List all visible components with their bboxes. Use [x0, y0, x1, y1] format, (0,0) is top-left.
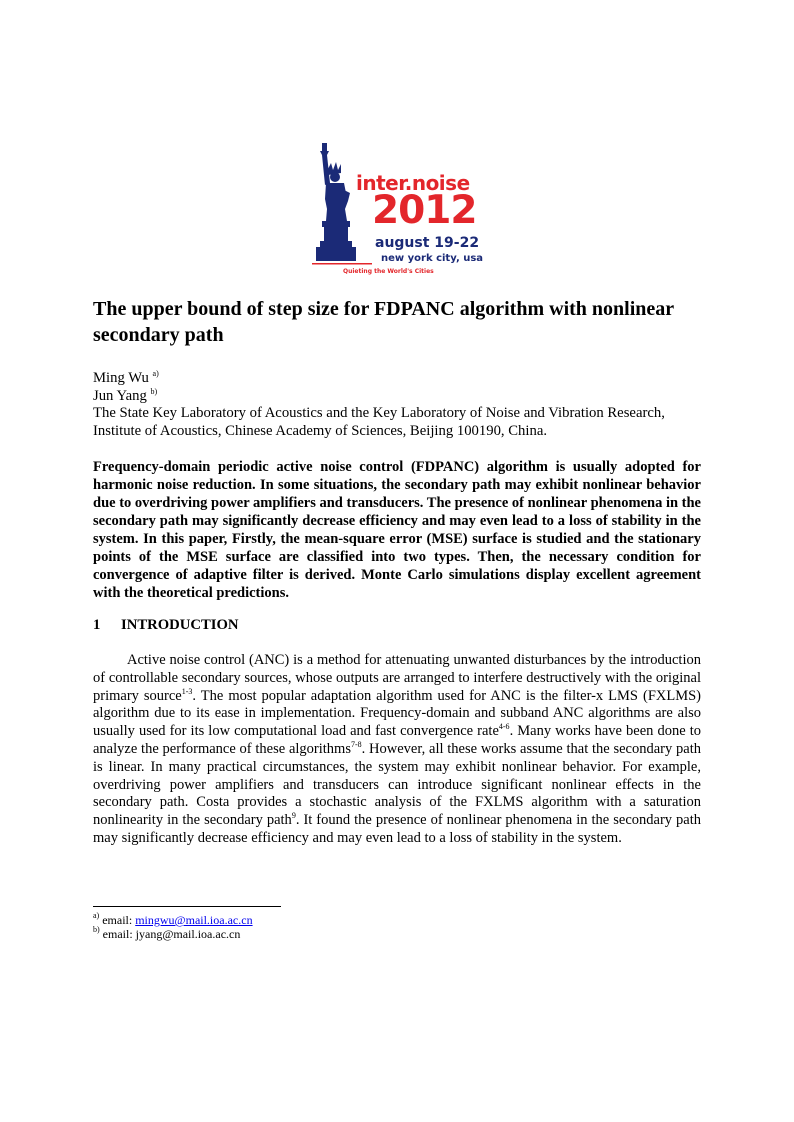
intro-text: . Many works have been done to analyze the performance of these algorithms: [93, 723, 701, 757]
footnote-divider: [93, 906, 281, 907]
citation: 1-3: [181, 686, 193, 696]
logo-location: new york city, usa: [381, 253, 484, 264]
section-heading: [93, 617, 493, 634]
footnote: [93, 927, 493, 941]
intro-text: . However, all these works assume that the secondary path is linear. In many practical circumstances, the system may exhibit nonlinear behavior. For example, overdriving power amplifiers and transducers can introduce significant nonlinear effects in the secondary path. Costa provides a stochastic analysis of the FXLMS algorithm with a saturation nonlinearity in the secondary path: [93, 740, 701, 829]
affiliation: The State Key Laboratory of Acoustics and the Key Laboratory of Noise and Vibration Research, Institute of Acoustics, Chinese Academy of Sciences, Beijing 100190, China.: [93, 405, 665, 439]
footnote-label: email:: [102, 927, 136, 941]
logo-tagline: Quieting the World's Cities: [343, 268, 434, 275]
paper-title: The upper bound of step size for FDPANC algorithm with nonlinear secondary path: [93, 298, 674, 346]
section-title: INTRODUCTION: [121, 617, 239, 633]
author-block: [93, 370, 713, 440]
logo-year: 2012: [372, 188, 477, 233]
footnote: [93, 913, 493, 927]
citation: 9: [291, 811, 296, 821]
author-footnote-mark: b): [150, 386, 158, 396]
author-line: [93, 370, 713, 388]
citation: 7-8: [350, 739, 362, 749]
author-line: [93, 388, 713, 406]
footnotes: [93, 913, 493, 941]
author-footnote-mark: a): [152, 369, 159, 378]
email-link[interactable]: mingwu@mail.ioa.ac.cn: [135, 913, 253, 927]
author-name: Ming Wu: [93, 370, 149, 386]
intro-text: . It found the presence of nonlinear phenomena in the secondary path may significantly decrease efficiency and may even lead to a loss of stability in the system.: [93, 812, 701, 846]
intro-text: Active noise control (ANC) is a method for attenuating unwanted disturbances by the introduction of controllable secondary sources, whose outputs are arranged to interfere destructively with the original primary source: [93, 652, 701, 704]
footnote-mark: b): [93, 925, 100, 934]
intro-text: . The most popular adaptation algorithm used for ANC is the filter-x LMS (FXLMS) algorithm due to its ease in implementation. Frequency-domain and subband ANC algorithms are also usually used for its low computational load and fast convergence rate: [93, 687, 701, 740]
author-name: Jun Yang: [93, 387, 147, 404]
email-text: jyang@mail.ioa.ac.cn: [135, 927, 241, 941]
logo-dates: august 19-22: [375, 235, 480, 251]
footnote-label: email:: [102, 913, 136, 927]
intro-paragraph: [93, 652, 701, 848]
conference-logo: [312, 143, 492, 281]
statue-of-liberty-icon: [312, 143, 372, 268]
abstract: Frequency-domain periodic active noise control (FDPANC) algorithm is usually adopted for harmonic noise reduction. In some situations, the secondary path may exhibit nonlinear behavior due to overdriving power amplifiers and transducers. The presence of nonlinear phenomena in the secondary path may significantly decrease efficiency and may even lead to a loss of stability in the system. In this paper, Firstly, the mean-square error (MSE) surface is studied and the stationary points of the MSE surface are classified into two types. Then, the necessary condition for convergence of adaptive filter is derived. Monte Carlo simulations display excellent agreement with the theoretical predictions.: [93, 459, 701, 601]
logo-event-name: inter.noise: [356, 171, 470, 195]
section-number: 1: [93, 617, 101, 633]
citation: 4-6: [498, 722, 510, 732]
footnote-mark: a): [93, 911, 100, 920]
